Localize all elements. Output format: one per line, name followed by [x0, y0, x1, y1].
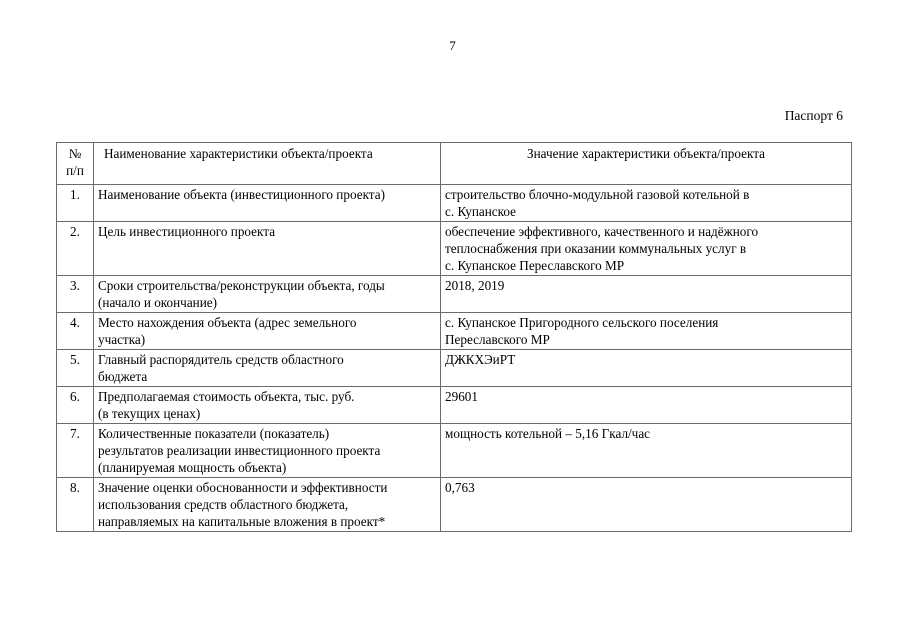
page-number: 7 [449, 38, 456, 53]
row-characteristic-name: Наименование объекта (инвестиционного проекта) [94, 185, 441, 222]
table-row [57, 276, 852, 313]
row-characteristic-value: 29601 [441, 387, 852, 424]
row-characteristic-name: Главный распорядитель средств областного бюджета [94, 350, 441, 387]
header-characteristic-value: Значение характеристики объекта/проекта [441, 143, 852, 185]
table-row [57, 387, 852, 424]
row-number: 2. [57, 222, 94, 276]
table-row [57, 478, 852, 532]
table-header-row [57, 143, 852, 185]
characteristics-table [56, 142, 852, 532]
row-number: 6. [57, 387, 94, 424]
row-characteristic-value: строительство блочно-модульной газовой котельной в с. Купанское [441, 185, 852, 222]
row-number: 8. [57, 478, 94, 532]
row-characteristic-value: 2018, 2019 [441, 276, 852, 313]
row-characteristic-name: Значение оценки обоснованности и эффективности использования средств областного бюджета, направляемых на капитальные вложения в проект* [94, 478, 441, 532]
passport-label: Паспорт 6 [784, 108, 843, 123]
row-number: 1. [57, 185, 94, 222]
header-characteristic-name: Наименование характеристики объекта/проекта [94, 143, 441, 185]
header-number: № п/п [57, 143, 94, 185]
table-row [57, 185, 852, 222]
row-number: 7. [57, 424, 94, 478]
table-row [57, 350, 852, 387]
table-row [57, 222, 852, 276]
row-number: 5. [57, 350, 94, 387]
row-characteristic-value: 0,763 [441, 478, 852, 532]
row-characteristic-name: Сроки строительства/реконструкции объекта, годы (начало и окончание) [94, 276, 441, 313]
row-characteristic-value: обеспечение эффективного, качественного и надёжного теплоснабжения при оказании коммунальных услуг в с. Купанское Переславского МР [441, 222, 852, 276]
row-characteristic-value: ДЖКХЭиРТ [441, 350, 852, 387]
table-row [57, 424, 852, 478]
row-number: 3. [57, 276, 94, 313]
row-characteristic-value: мощность котельной – 5,16 Гкал/час [441, 424, 852, 478]
row-characteristic-name: Цель инвестиционного проекта [94, 222, 441, 276]
row-characteristic-name: Количественные показатели (показатель) результатов реализации инвестиционного проекта (планируемая мощность объекта) [94, 424, 441, 478]
row-characteristic-name: Предполагаемая стоимость объекта, тыс. руб. (в текущих ценах) [94, 387, 441, 424]
row-characteristic-value: с. Купанское Пригородного сельского поселения Переславского МР [441, 313, 852, 350]
row-characteristic-name: Место нахождения объекта (адрес земельного участка) [94, 313, 441, 350]
row-number: 4. [57, 313, 94, 350]
table-row [57, 313, 852, 350]
